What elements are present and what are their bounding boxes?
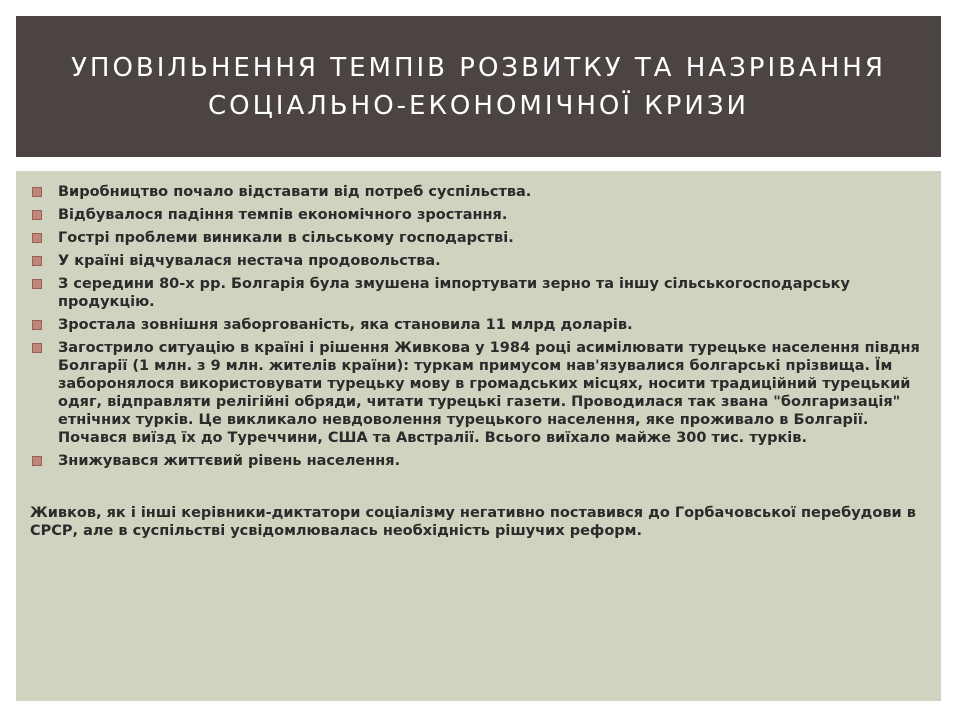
list-item <box>30 252 925 270</box>
list-item <box>30 275 925 311</box>
square-bullet-icon <box>32 210 42 220</box>
square-bullet-icon <box>32 343 42 353</box>
list-item <box>30 229 925 247</box>
closing-paragraph: Живков, як і інші керівники-диктатори соціалізму негативно поставився до Горбачовської перебудови в СРСР, але в суспільстві усвідомлювалась необхідність рішучих реформ. <box>30 505 916 539</box>
list-item-text: Зростала зовнішня заборгованість, яка становила 11 млрд доларів. <box>58 317 633 333</box>
list-item-text: Гострі проблеми виникали в сільському господарстві. <box>58 230 514 246</box>
slide-title: УПОВІЛЬНЕННЯ ТЕМПІВ РОЗВИТКУ ТА НАЗРІВАННЯ СОЦІАЛЬНО-ЕКОНОМІЧНОЇ КРИЗИ <box>71 52 886 121</box>
list-item-text: У країні відчувалася нестача продовольства. <box>58 253 441 269</box>
square-bullet-icon <box>32 187 42 197</box>
list-item-text: З середини 80-х рр. Болгарія була змушена імпортувати зерно та іншу сільськогосподарську продукцію. <box>58 276 850 310</box>
square-bullet-icon <box>32 256 42 266</box>
list-item-text: Знижувався життєвий рівень населення. <box>58 453 401 469</box>
list-item-text: Відбувалося падіння темпів економічного зростання. <box>58 207 508 223</box>
square-bullet-icon <box>32 279 42 289</box>
list-item <box>30 339 925 447</box>
square-bullet-icon <box>32 456 42 466</box>
list-item-text: Загострило ситуацію в країні і рішення Живкова у 1984 році асимілювати турецьке населення півдня Болгарії (1 млн. з 9 млн. жителів країни): туркам примусом нав'язувалися болгарські прізвища. Їм заборонялося використовувати турецьку мову в громадських місцях, носити традиційний турецький одяг, відправляти релігійні обряди, читати турецькі газети. Проводилася так звана "болгаризація" етнічних турків. Це викликало невдоволення турецького населення, яке проживало в Болгарії. Почався виїзд їх до Туреччини, США та Австралії. Всього виїхало майже 300 тис. турків. <box>58 340 920 446</box>
title-banner <box>16 16 941 157</box>
square-bullet-icon <box>32 233 42 243</box>
square-bullet-icon <box>32 320 42 330</box>
list-item <box>30 183 925 201</box>
list-item-text: Виробництво почало відставати від потреб суспільства. <box>58 184 532 200</box>
content-panel <box>16 171 941 701</box>
list-item <box>30 316 925 334</box>
bullet-list <box>30 183 925 470</box>
list-item <box>30 452 925 470</box>
list-item <box>30 206 925 224</box>
